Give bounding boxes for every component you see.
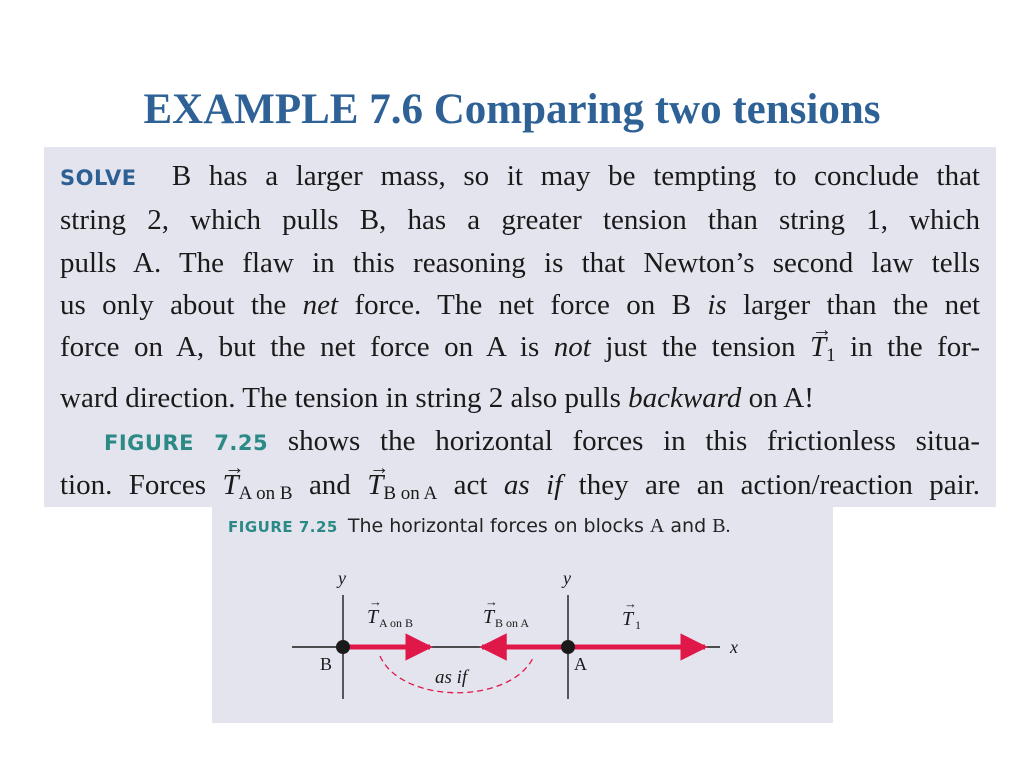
vector-symbol: T [222, 469, 239, 502]
text-span: ward direction. The tension in string 2 also pulls [60, 382, 621, 415]
vector-arrow-glyph: → [369, 594, 382, 609]
vector-subscript: 1 [635, 618, 641, 632]
text-span: force on A, but the net force on A is [60, 331, 540, 364]
vector-subscript: A on B [379, 616, 414, 630]
text-span: larger than the net [743, 288, 981, 321]
vector-subscript: B on A [383, 483, 438, 505]
figure-label: FIGURE 7.25 [228, 518, 338, 536]
caption-text: The horizontal forces on blocks [347, 515, 644, 537]
figure-reference: FIGURE 7.25 [104, 430, 269, 455]
y-axis-right-label: y [563, 568, 571, 588]
point-a-dot [561, 640, 575, 654]
caption-block-b: B. [712, 515, 731, 537]
force-diagram [212, 507, 833, 723]
page-title: EXAMPLE 7.6 Comparing two tensions [143, 86, 881, 133]
caption-text: and [670, 515, 707, 537]
text-span: act [453, 469, 488, 502]
vector-symbol: T [809, 331, 827, 364]
text-span: tion. Forces [60, 469, 207, 502]
y-axis-left-label: y [338, 568, 346, 588]
solve-line-2: string 2, which pulls B, has a greater tension than string 1, which [60, 204, 980, 237]
caption-block-a: A [649, 515, 665, 537]
vector-subscript: B on A [495, 616, 530, 630]
solve-panel [44, 147, 996, 507]
vector-symbol: T [367, 469, 384, 502]
text-span: B has a larger mass, so it may be tempting to conclude that [171, 160, 980, 192]
solve-label: SOLVE [60, 166, 137, 190]
text-span: just the tension [605, 331, 796, 364]
emphasis-not: not [553, 331, 591, 364]
emphasis-backward: backward [628, 382, 742, 415]
text-span: force. The net force on B [354, 288, 691, 321]
text-span: us only about the [60, 288, 287, 321]
vector-t1 [810, 326, 836, 377]
solve-line-4 [60, 284, 980, 326]
vector-symbol: T [483, 606, 495, 628]
point-b-label: B [320, 654, 333, 674]
vector-symbol: T [622, 608, 634, 630]
solve-line-7 [60, 420, 980, 464]
vector-subscript: 1 [826, 345, 836, 367]
solve-line-6 [60, 377, 980, 419]
vector-symbol: T [367, 606, 379, 628]
point-b-dot [336, 640, 350, 654]
solve-line-1 [60, 155, 980, 199]
label-t-a-on-b [367, 594, 413, 630]
text-span: in the for- [850, 331, 981, 364]
label-t-b-on-a [483, 594, 529, 630]
solve-line-3: pulls A. The flaw in this reasoning is that Newton’s second law tells [60, 246, 980, 279]
solve-line-5 [60, 326, 980, 377]
text-span: shows the horizontal forces in this frictionless situa- [287, 424, 981, 457]
vector-arrow-glyph: → [624, 596, 637, 611]
text-span: they are an action/reaction pair. [578, 469, 981, 502]
vector-arrow-glyph: → [485, 594, 498, 609]
text-span: and [308, 469, 351, 502]
vector-subscript: A on B [238, 483, 293, 505]
x-axis-label: x [730, 637, 738, 657]
point-a-label: A [574, 654, 587, 674]
as-if-label: as if [435, 667, 468, 688]
emphasis-as-if: as if [503, 469, 563, 502]
label-t1 [622, 596, 641, 632]
figure-panel [212, 507, 833, 723]
emphasis-is: is [707, 288, 727, 321]
text-span: on A! [748, 382, 814, 415]
emphasis-net: net [302, 288, 339, 321]
